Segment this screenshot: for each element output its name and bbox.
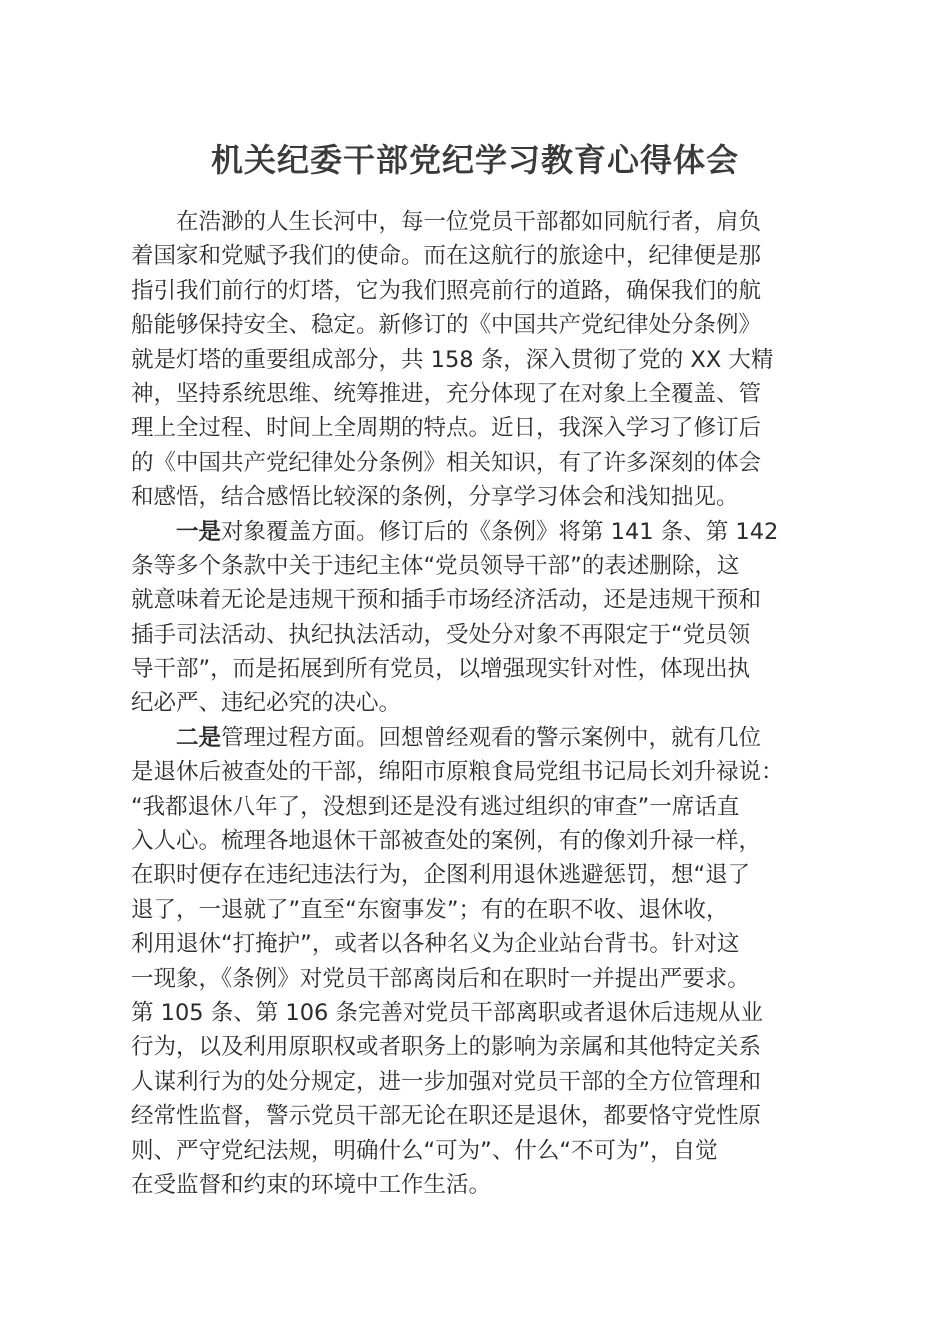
- paragraph-intro: [131, 205, 851, 515]
- document-title: 机关纪委干部党纪学习教育心得体会: [210, 141, 739, 179]
- point-text: 管理过程方面。回想曾经观看的警示案例中，就有几位: [221, 724, 762, 751]
- text-line: 第 105 条、第 106 条完善对党员干部离职或者退休后违规从业: [131, 999, 764, 1026]
- point-text: 对象覆盖方面。修订后的《条例》将第 141 条、第 142: [221, 518, 779, 545]
- text-line: 和感悟，结合感悟比较深的条例，分享学习体会和浅知拙见。: [131, 484, 739, 511]
- text-line: 退了，一退就了”直至“东窗事发”；有的在职不收、退休收，: [131, 896, 729, 923]
- text-line: 在职时便存在违纪违法行为，企图利用退休逃避惩罚，想“退了: [131, 862, 751, 889]
- text-line: 行为，以及利用原职权或者职务上的影响为亲属和其他特定关系: [131, 1034, 762, 1061]
- text-line: 插手司法活动、执纪执法活动，受处分对象不再限定于“党员领: [131, 621, 751, 648]
- paragraph-point-one: [131, 515, 851, 721]
- text-line: 指引我们前行的灯塔，它为我们照亮前行的道路，确保我们的航: [131, 277, 762, 304]
- text-line: 条等多个条款中关于违纪主体“党员领导干部”的表述删除，这: [131, 552, 740, 579]
- text-line: 在浩渺的人生长河中，每一位党员干部都如同航行者，肩负: [176, 209, 762, 235]
- text-line: [131, 721, 851, 755]
- text-line: 就是灯塔的重要组成部分，共 158 条，深入贯彻了党的 XX 大精: [131, 346, 774, 373]
- text-line: 利用退休“打掩护”，或者以各种名义为企业站台背书。针对这: [131, 931, 740, 958]
- point-lead: 二是: [176, 724, 222, 751]
- text-line: 人谋利行为的处分规定，进一步加强对党员干部的全方位管理和: [131, 1068, 762, 1095]
- text-line: “我都退休八年了，没想到还是没有逃过组织的审查”一席话直: [131, 793, 740, 820]
- point-lead: 一是: [176, 518, 222, 545]
- paragraph-point-two: [131, 721, 851, 1202]
- text-line: 理上全过程、时间上全周期的特点。近日，我深入学习了修订后: [131, 415, 762, 442]
- document-body: [131, 205, 851, 1202]
- text-line: 神，坚持系统思维、统筹推进，充分体现了在对象上全覆盖、管: [131, 380, 762, 407]
- text-line: 经常性监督，警示党员干部无论在职还是退休，都要恪守党性原: [131, 1103, 762, 1130]
- text-line: 着国家和党赋予我们的使命。而在这航行的旅途中，纪律便是那: [131, 243, 762, 270]
- text-line: 纪必严、违纪必究的决心。: [131, 690, 402, 717]
- text-line: 则、严守党纪法规，明确什么“可为”、什么“不可为”，自觉: [131, 1137, 718, 1164]
- text-line: [131, 515, 851, 549]
- text-line: 一现象，《条例》对党员干部离岗后和在职时一并提出严要求。: [131, 965, 750, 992]
- text-line: 是退休后被查处的干部，绵阳市原粮食局党组书记局长刘升禄说：: [131, 759, 784, 786]
- text-line: 船能够保持安全、稳定。新修订的《中国共产党纪律处分条例》: [131, 312, 762, 339]
- text-line: 在受监督和约束的环境中工作生活。: [131, 1171, 492, 1198]
- text-line: 入人心。梳理各地退休干部被查处的案例，有的像刘升禄一样，: [131, 828, 762, 855]
- text-line: 导干部”，而是拓展到所有党员，以增强现实针对性，体现出执: [131, 656, 751, 683]
- text-line: 的《中国共产党纪律处分条例》相关知识，有了许多深刻的体会: [131, 449, 762, 476]
- text-line: 就意味着无论是违规干预和插手市场经济活动，还是违规干预和: [131, 587, 762, 614]
